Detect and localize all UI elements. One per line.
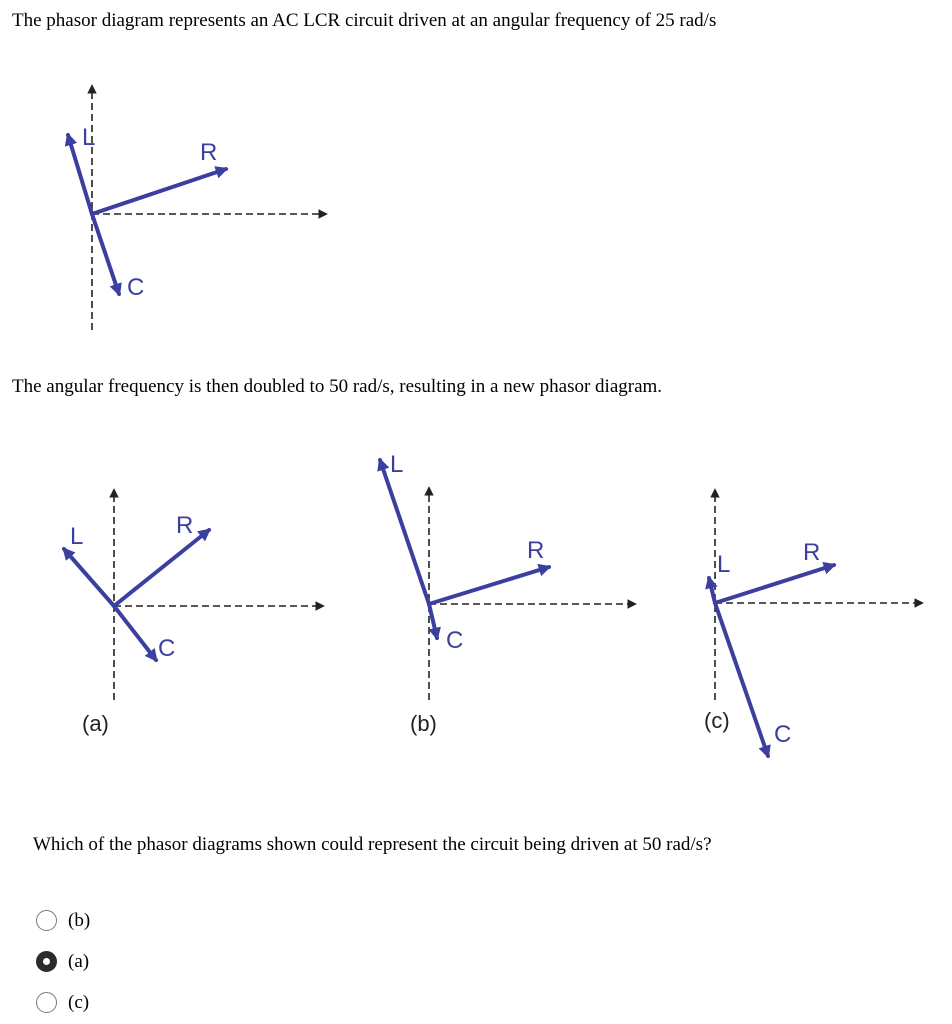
option-label: (a): [68, 950, 90, 972]
inductor-label: L: [70, 523, 84, 550]
resistor-phasor: [114, 530, 209, 606]
capacitor-phasor: [92, 214, 119, 294]
radio-button[interactable]: [36, 992, 57, 1013]
capacitor-phasor: [114, 606, 156, 660]
resistor-phasor: [429, 567, 549, 604]
capacitor-phasor: [429, 604, 437, 638]
inductor-label: L: [717, 551, 731, 578]
phasor-diagram-c: [704, 490, 922, 756]
resistor-label: R: [176, 512, 194, 539]
capacitor-label: C: [774, 721, 792, 748]
resistor-label: R: [527, 537, 545, 564]
resistor-phasor: [92, 169, 226, 214]
question-intro: The phasor diagram represents an AC LCR circuit driven at an angular frequency of 25 rad/s: [12, 10, 717, 31]
inductor-phasor: [709, 578, 715, 603]
resistor-label: R: [200, 139, 218, 166]
question-prompt: Which of the phasor diagrams shown could represent the circuit being driven at 50 rad/s?: [33, 834, 712, 855]
question-middle: The angular frequency is then doubled to 50 rad/s, resulting in a new phasor diagram.: [12, 376, 663, 397]
phasor-diagram-b: [380, 451, 635, 736]
capacitor-label: C: [127, 274, 145, 301]
option-a[interactable]: [36, 941, 90, 982]
radio-button-selected[interactable]: [36, 951, 57, 972]
phasor-diagram-a: [64, 490, 323, 736]
answer-options: [36, 900, 90, 1023]
inductor-phasor: [380, 460, 429, 604]
option-b[interactable]: [36, 900, 90, 941]
capacitor-phasor: [715, 603, 768, 756]
caption-a: (a): [82, 711, 109, 736]
original-phasor-diagram: [68, 86, 326, 330]
capacitor-label: C: [446, 627, 464, 654]
capacitor-label: C: [158, 635, 176, 662]
option-c[interactable]: [36, 982, 90, 1023]
resistor-label: R: [803, 539, 821, 566]
resistor-phasor: [715, 565, 834, 603]
inductor-label: L: [390, 451, 404, 478]
radio-button[interactable]: [36, 910, 57, 931]
caption-c: (c): [704, 708, 730, 733]
inductor-phasor: [64, 549, 114, 606]
option-label: (b): [68, 909, 91, 931]
caption-b: (b): [410, 711, 437, 736]
option-label: (c): [68, 991, 90, 1013]
inductor-label: L: [82, 124, 96, 151]
